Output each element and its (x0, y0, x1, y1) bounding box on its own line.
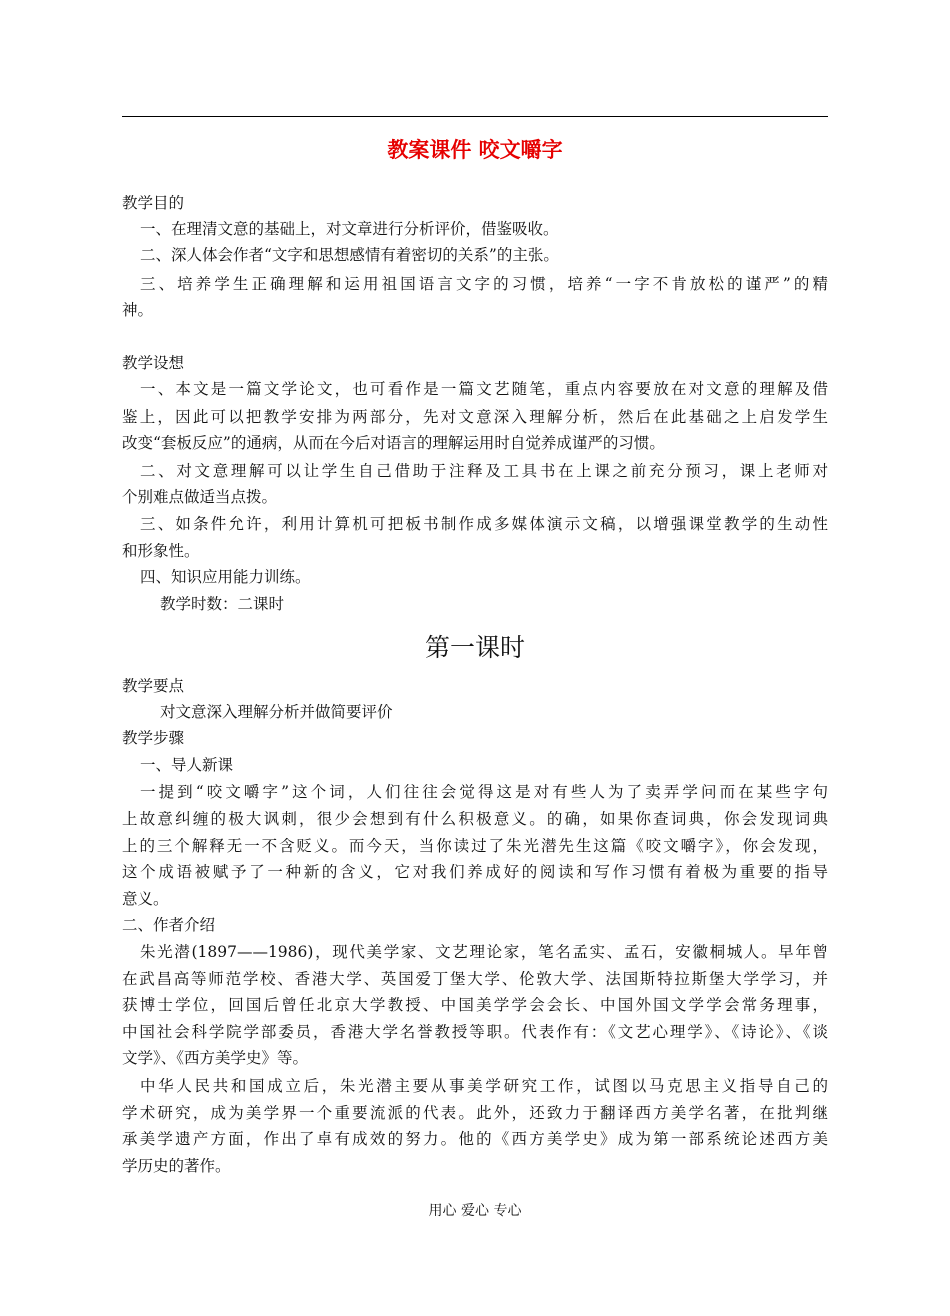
document-title: 教案课件 咬文嚼字 (387, 138, 563, 162)
text-line: 文学》、《西方美学史》等。 (122, 1049, 309, 1067)
text-line: 鉴上，因此可以把教学安排为两部分，先对文意深入理解分析，然后在此基础之上启发学生 (122, 408, 828, 426)
text-line: 教学时数：二课时 (160, 595, 285, 613)
text-line: 学术研究，成为美学界一个重要流派的代表。此外，还致力于翻译西方美学名著，在批判继 (122, 1104, 828, 1122)
text-line: 一、导人新课 (140, 756, 234, 774)
text-line: 承美学遗产方面，作出了卓有成效的努力。他的《西方美学史》成为第一部系统论述西方美 (122, 1130, 828, 1148)
section-heading: 第一课时 (424, 633, 525, 662)
text-line: 上故意纠缠的极大讽刺，很少会想到有什么积极意义。的确，如果你查词典，你会发现词典 (122, 810, 828, 828)
text-line: 改变“套板反应”的通病，从而在今后对语言的理解运用时自觉养成谨严的习惯。 (122, 434, 665, 452)
text-line: 四、知识应用能力训练。 (140, 568, 311, 586)
text-line: 个别难点做适当点拨。 (122, 488, 278, 506)
text-line: 意义。 (122, 890, 169, 908)
text-line: 教学步骤 (122, 729, 185, 747)
text-line: 和形象性。 (122, 542, 200, 560)
text-line: 三、如条件允许，利用计算机可把板书制作成多媒体演示文稿，以增强课堂教学的生动性 (140, 515, 828, 533)
text-line: 上的三个解释无一不含贬义。而今天，当你读过了朱光潜先生这篇《咬文嚼字》，你会发现， (122, 837, 828, 855)
text-line: 这个成语被赋予了一种新的含义，它对我们养成好的阅读和写作习惯有着极为重要的指导 (122, 863, 828, 881)
text-line: 教学设想 (122, 354, 185, 372)
text-line: 一提到“咬文嚼字”这个词，人们往往会觉得这是对有些人为了卖弄学问而在某些字句 (140, 783, 828, 801)
text-line: 一、本文是一篇文学论文，也可看作是一篇文艺随笔，重点内容要放在对文意的理解及借 (140, 380, 828, 398)
header-rule (122, 116, 828, 117)
text-line: 学历史的著作。 (122, 1157, 231, 1175)
text-line: 二、对文意理解可以让学生自己借助于注释及工具书在上课之前充分预习，课上老师对 (140, 462, 828, 480)
text-line: 中国社会科学院学部委员，香港大学名誉教授等职。代表作有：《文艺心理学》、《诗论》、《谈 (122, 1023, 828, 1041)
text-line: 教学要点 (122, 677, 185, 695)
text-line: 在武昌高等师范学校、香港大学、英国爱丁堡大学、伦敦大学、法国斯特拉斯堡大学学习，并 (122, 970, 828, 988)
text-line: 获博士学位，回国后曾任北京大学教授、中国美学学会会长、中国外国文学学会常务理事， (122, 996, 828, 1014)
text-line: 一、在理清文意的基础上，对文章进行分析评价，借鉴吸收。 (140, 220, 559, 238)
text-line: 教学目的 (122, 194, 185, 212)
text-line: 三、培养学生正确理解和运用祖国语言文字的习惯，培养“一字不肯放松的谨严”的精 (140, 275, 828, 293)
text-line: 中华人民共和国成立后，朱光潜主要从事美学研究工作，试图以马克思主义指导自己的 (140, 1077, 828, 1095)
page-footer: 用心 爱心 专心 (428, 1203, 522, 1219)
text-line: 对文意深入理解分析并做简要评价 (160, 703, 393, 721)
text-line: 二、深人体会作者“文字和思想感情有着密切的关系”的主张。 (140, 246, 559, 264)
text-line: 朱光潜(1897——1986)，现代美学家、文艺理论家，笔名孟实、孟石，安徽桐城人。早年曾 (140, 943, 828, 961)
text-line: 二、作者介绍 (122, 916, 216, 934)
text-line: 神。 (122, 301, 154, 319)
